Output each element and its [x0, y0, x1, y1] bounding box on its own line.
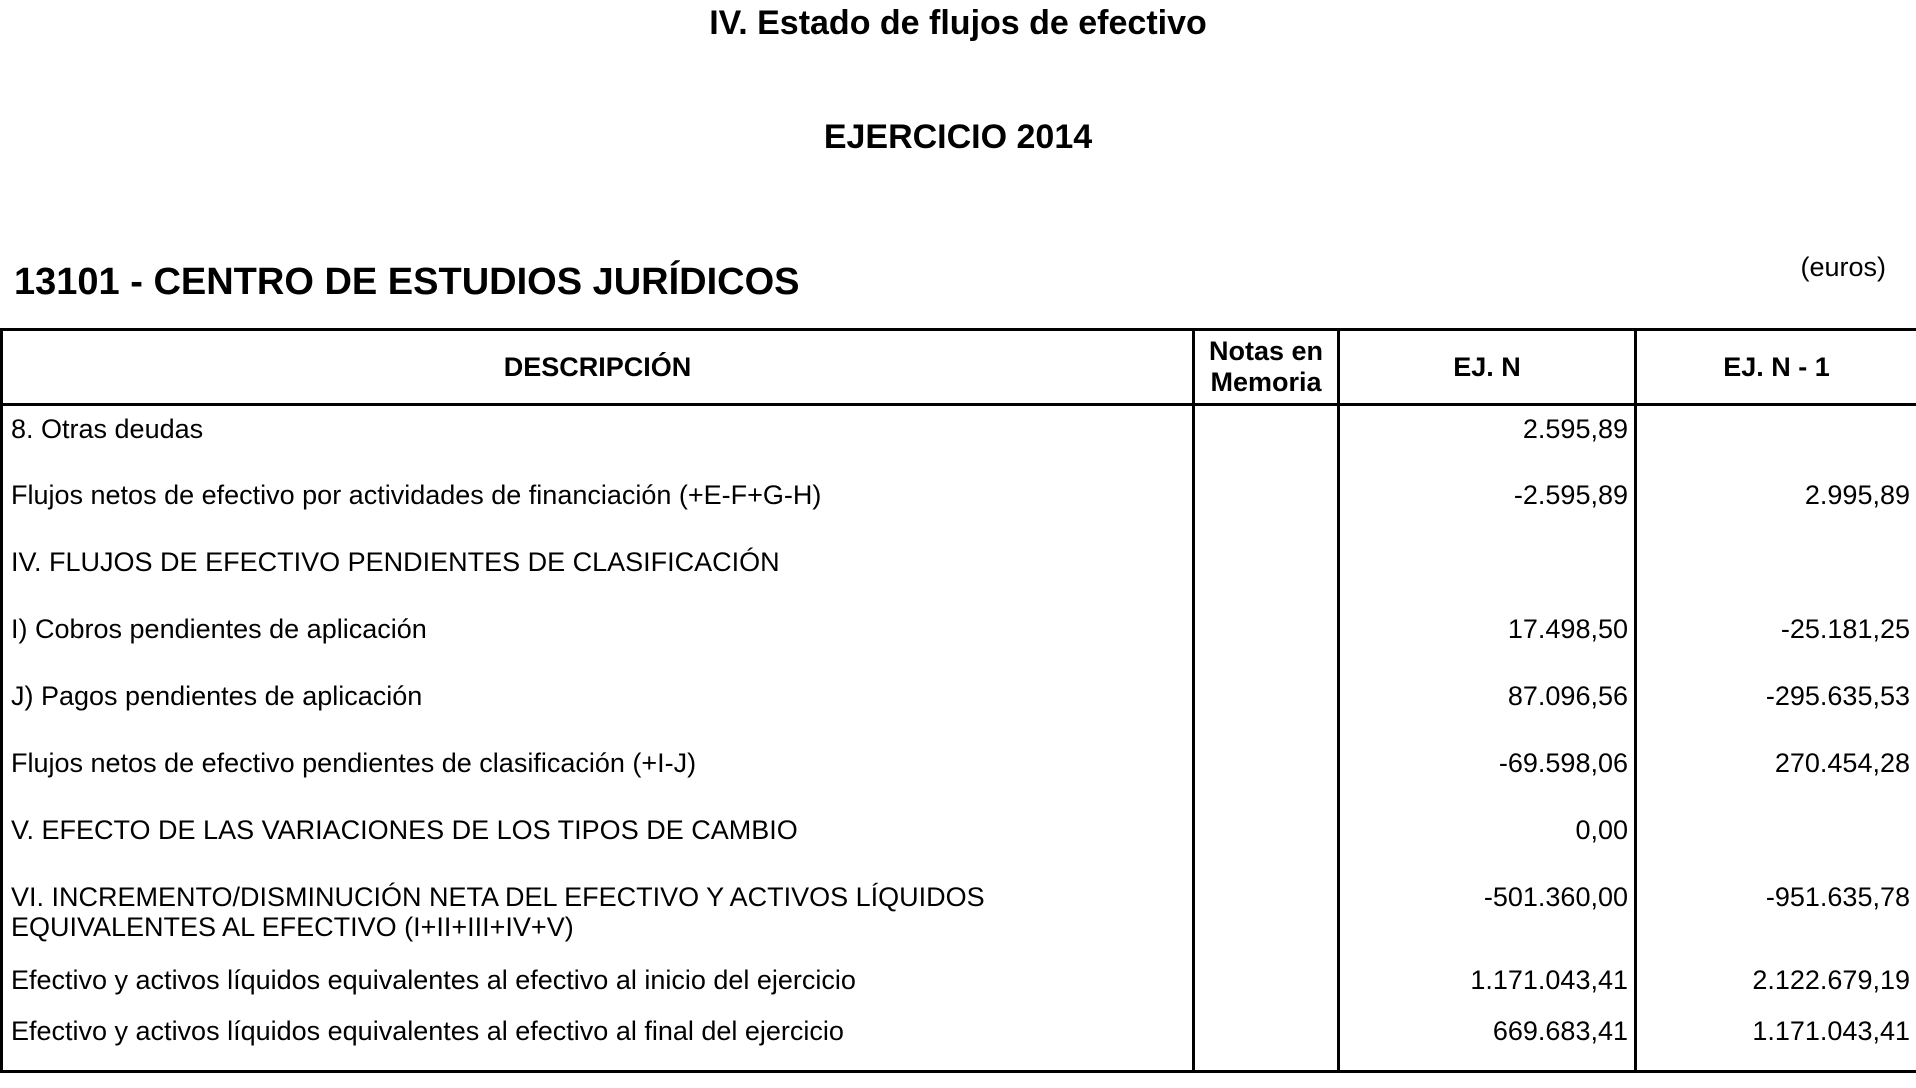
- row-value-year-n1: 2.995,89: [1636, 472, 1916, 539]
- row-value-year-n: -2.595,89: [1339, 472, 1636, 539]
- row-value-year-n: 1.171.043,41: [1339, 957, 1636, 1008]
- row-value-year-n1: -295.635,53: [1636, 673, 1916, 740]
- table-row: [2, 957, 1916, 1008]
- exercise-year-heading: EJERCICIO 2014: [823, 118, 1093, 156]
- table-row: [2, 539, 1916, 606]
- row-value-year-n1: [1636, 405, 1916, 472]
- row-description: Flujos netos de efectivo por actividades de financiación (+E-F+G-H): [2, 472, 1194, 539]
- cash-flow-table: [0, 328, 1916, 1073]
- column-header-description: DESCRIPCIÓN: [2, 330, 1194, 405]
- row-notes: [1194, 874, 1339, 957]
- table-row: [2, 874, 1916, 957]
- row-notes: [1194, 405, 1339, 472]
- table-header-row: [2, 330, 1916, 405]
- row-notes: [1194, 606, 1339, 673]
- row-description: Efectivo y activos líquidos equivalentes al efectivo al inicio del ejercicio: [2, 957, 1194, 1008]
- row-value-year-n: -501.360,00: [1339, 874, 1636, 957]
- table-row: [2, 673, 1916, 740]
- table-row: [2, 807, 1916, 874]
- entity-name: 13101 - CENTRO DE ESTUDIOS JURÍDICOS: [14, 261, 800, 303]
- row-notes: [1194, 1008, 1339, 1072]
- row-notes: [1194, 807, 1339, 874]
- row-value-year-n1: 2.122.679,19: [1636, 957, 1916, 1008]
- row-value-year-n: [1339, 539, 1636, 606]
- row-value-year-n1: 1.171.043,41: [1636, 1008, 1916, 1072]
- row-value-year-n1: -25.181,25: [1636, 606, 1916, 673]
- row-description: VI. INCREMENTO/DISMINUCIÓN NETA DEL EFECTIVO Y ACTIVOS LÍQUIDOS EQUIVALENTES AL EFECTIVO (I+II+III+IV+V): [2, 874, 1194, 957]
- column-header-year-n1: EJ. N - 1: [1636, 330, 1916, 405]
- row-description: J) Pagos pendientes de aplicación: [2, 673, 1194, 740]
- column-header-notes-line1: Notas en: [1208, 336, 1324, 366]
- currency-unit: (euros): [1800, 252, 1886, 282]
- row-value-year-n: -69.598,06: [1339, 740, 1636, 807]
- row-notes: [1194, 673, 1339, 740]
- row-value-year-n1: [1636, 539, 1916, 606]
- row-value-year-n: 17.498,50: [1339, 606, 1636, 673]
- row-description: IV. FLUJOS DE EFECTIVO PENDIENTES DE CLASIFICACIÓN: [2, 539, 1194, 606]
- row-description: 8. Otras deudas: [2, 405, 1194, 472]
- row-value-year-n: 0,00: [1339, 807, 1636, 874]
- row-description: Flujos netos de efectivo pendientes de clasificación (+I-J): [2, 740, 1194, 807]
- row-value-year-n1: 270.454,28: [1636, 740, 1916, 807]
- table-row: [2, 472, 1916, 539]
- row-description: Efectivo y activos líquidos equivalentes al efectivo al final del ejercicio: [2, 1008, 1194, 1072]
- row-description: I) Cobros pendientes de aplicación: [2, 606, 1194, 673]
- row-notes: [1194, 539, 1339, 606]
- row-notes: [1194, 740, 1339, 807]
- column-header-year-n: EJ. N: [1339, 330, 1636, 405]
- table-row: [2, 606, 1916, 673]
- column-header-notes: [1194, 330, 1339, 405]
- table-row: [2, 405, 1916, 472]
- row-notes: [1194, 957, 1339, 1008]
- row-notes: [1194, 472, 1339, 539]
- table-row: [2, 1008, 1916, 1072]
- page-title: IV. Estado de flujos de efectivo: [709, 4, 1207, 42]
- column-header-notes-line2: Memoria: [1210, 367, 1322, 397]
- row-value-year-n1: -951.635,78: [1636, 874, 1916, 957]
- table-row: [2, 740, 1916, 807]
- row-value-year-n: 2.595,89: [1339, 405, 1636, 472]
- row-value-year-n: 87.096,56: [1339, 673, 1636, 740]
- row-value-year-n: 669.683,41: [1339, 1008, 1636, 1072]
- row-description: V. EFECTO DE LAS VARIACIONES DE LOS TIPOS DE CAMBIO: [2, 807, 1194, 874]
- row-value-year-n1: [1636, 807, 1916, 874]
